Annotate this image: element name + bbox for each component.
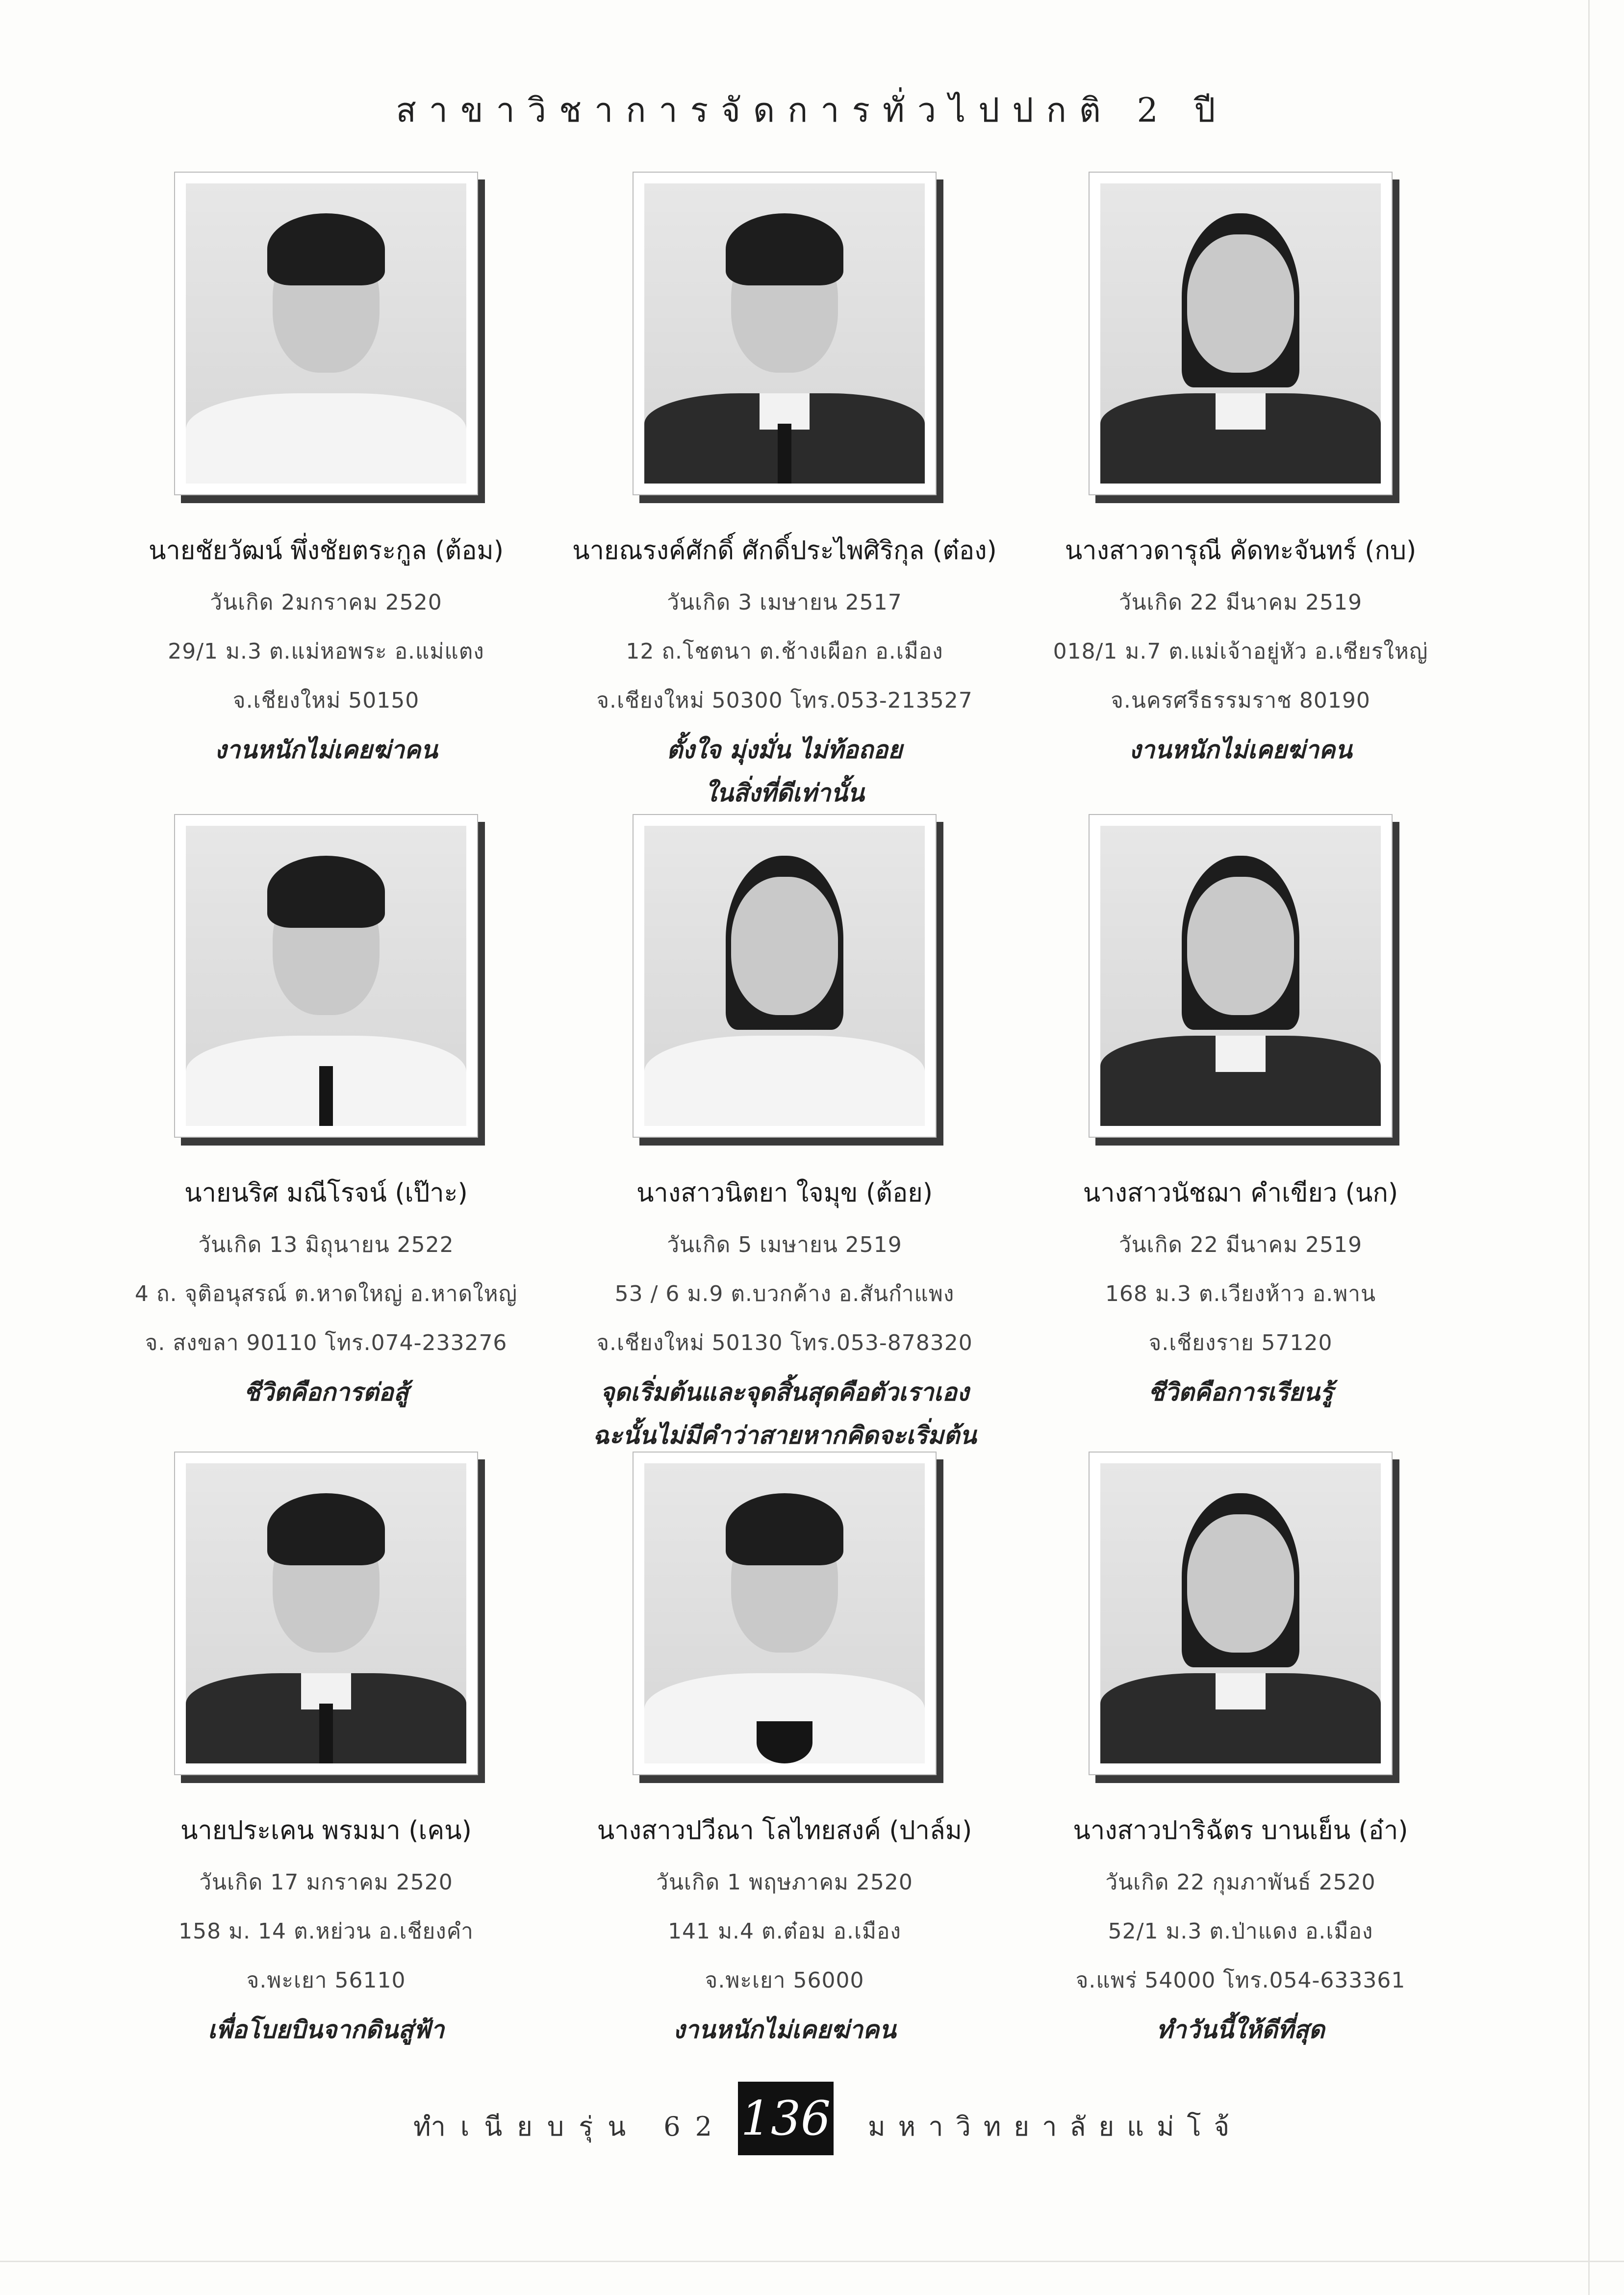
student-address: 53 / 6 ม.9 ต.บวกค้าง อ.สันกำแพง bbox=[614, 1281, 955, 1306]
student-province: จ.แพร่ 54000 โทร.054-633361 bbox=[1075, 1968, 1406, 1993]
student-province: จ.พะเยา 56000 bbox=[705, 1968, 864, 1993]
page-number: 136 bbox=[738, 2082, 834, 2155]
student-name: นายณรงค์ศักดิ์ ศักดิ์ประไพศิริกุล (ต๋อง) bbox=[572, 536, 997, 565]
student-card bbox=[539, 172, 1030, 815]
page-title: สาขาวิชาการจัดการทั่วไปปกติ 2 ปี bbox=[396, 91, 1228, 130]
student-name: นางสาวปาริฉัตร บานเย็น (อ๋า) bbox=[1073, 1816, 1408, 1845]
student-motto: ทำวันนี้ให้ดีที่สุด bbox=[1156, 2015, 1325, 2044]
student-name: นายนริศ มณีโรจน์ (เป๊าะ) bbox=[184, 1178, 468, 1208]
student-province: จ. สงขลา 90110 โทร.074-233276 bbox=[145, 1330, 508, 1355]
student-province: จ.นครศรีธรรมราช 80190 bbox=[1111, 688, 1370, 713]
student-photo bbox=[633, 172, 937, 495]
student-card bbox=[995, 814, 1486, 1414]
student-motto: จุดเริ่มต้นและจุดสิ้นสุดคือตัวเราเอง ฉะนั้นไม่มีคำว่าสายหากคิดจะเริ่มต้น bbox=[592, 1378, 977, 1450]
student-card bbox=[81, 814, 571, 1414]
student-card bbox=[81, 1452, 571, 2051]
student-birthdate: วันเกิด 3 เมษายน 2517 bbox=[667, 590, 902, 615]
page-edge-divider bbox=[1588, 0, 1590, 2295]
student-address: 29/1 ม.3 ต.แม่หอพระ อ.แม่แตง bbox=[168, 639, 484, 664]
student-motto: งานหนักไม่เคยฆ่าคน bbox=[1129, 736, 1352, 764]
student-birthdate: วันเกิด 5 เมษายน 2519 bbox=[667, 1232, 902, 1257]
student-photo bbox=[633, 814, 937, 1138]
student-card bbox=[81, 172, 571, 771]
student-birthdate: วันเกิด 22 กุมภาพันธ์ 2520 bbox=[1105, 1870, 1376, 1895]
student-name: นางสาวนิตยา ใจมุข (ต้อย) bbox=[636, 1178, 933, 1208]
student-address: 52/1 ม.3 ต.ป่าแดง อ.เมือง bbox=[1108, 1919, 1373, 1944]
student-address: 168 ม.3 ต.เวียงห้าว อ.พาน bbox=[1105, 1281, 1376, 1306]
student-card bbox=[995, 1452, 1486, 2051]
student-motto: งานหนักไม่เคยฆ่าคน bbox=[214, 736, 438, 764]
student-birthdate: วันเกิด 13 มิถุนายน 2522 bbox=[198, 1232, 454, 1257]
student-birthdate: วันเกิด 1 พฤษภาคม 2520 bbox=[656, 1870, 913, 1895]
page-bottom-divider bbox=[0, 2261, 1624, 2262]
student-address: 12 ถ.โชตนา ต.ช้างเผือก อ.เมือง bbox=[626, 639, 943, 664]
student-photo bbox=[633, 1452, 937, 1775]
student-address: 141 ม.4 ต.ต๋อม อ.เมือง bbox=[668, 1919, 901, 1944]
student-photo bbox=[1089, 1452, 1393, 1775]
student-province: จ.เชียงใหม่ 50300 โทร.053-213527 bbox=[596, 688, 973, 713]
student-name: นางสาวนัชฌา คำเขียว (นก) bbox=[1083, 1178, 1398, 1208]
student-name: นางสาวปวีณา โลไทยสงค์ (ปาล์ม) bbox=[597, 1816, 972, 1845]
student-name: นายชัยวัฒน์ พึ่งชัยตระกูล (ต้อม) bbox=[148, 536, 504, 565]
student-province: จ.เชียงใหม่ 50150 bbox=[232, 688, 420, 713]
student-name: นายประเคน พรมมา (เคน) bbox=[180, 1816, 472, 1845]
student-motto: ชีวิตคือการต่อสู้ bbox=[243, 1378, 409, 1406]
student-photo bbox=[174, 814, 478, 1138]
student-motto: เพื่อโบยบินจากดินสู่ฟ้า bbox=[207, 2015, 445, 2044]
student-motto: ตั้งใจ มุ่งมั่น ไม่ท้อถอย ในสิ่งที่ดีเท่านั้น bbox=[666, 736, 903, 807]
student-card bbox=[539, 1452, 1030, 2051]
student-address: 018/1 ม.7 ต.แม่เจ้าอยู่หัว อ.เชียรใหญ่ bbox=[1053, 639, 1428, 664]
student-province: จ.เชียงใหม่ 50130 โทร.053-878320 bbox=[596, 1330, 973, 1355]
student-photo bbox=[174, 1452, 478, 1775]
student-birthdate: วันเกิด 22 มีนาคม 2519 bbox=[1118, 590, 1363, 615]
student-photo bbox=[174, 172, 478, 495]
student-motto: งานหนักไม่เคยฆ่าคน bbox=[673, 2015, 896, 2044]
student-birthdate: วันเกิด 2มกราคม 2520 bbox=[210, 590, 442, 615]
student-province: จ.พะเยา 56110 bbox=[246, 1968, 406, 1993]
student-name: นางสาวดารุณี คัดทะจันทร์ (กบ) bbox=[1065, 536, 1417, 565]
page-footer bbox=[0, 2082, 1624, 2155]
footer-university-name: มหาวิทยาลัยแม่โจ้ bbox=[868, 2111, 1243, 2142]
student-birthdate: วันเกิด 22 มีนาคม 2519 bbox=[1118, 1232, 1363, 1257]
student-motto: ชีวิตคือการเรียนรู้ bbox=[1148, 1378, 1333, 1406]
student-card bbox=[995, 172, 1486, 771]
footer-yearbook-title: ทำเนียบรุ่น 62 bbox=[413, 2111, 727, 2142]
student-province: จ.เชียงราย 57120 bbox=[1148, 1330, 1333, 1355]
student-address: 158 ม. 14 ต.หย่วน อ.เชียงคำ bbox=[178, 1919, 474, 1944]
student-photo bbox=[1089, 814, 1393, 1138]
student-birthdate: วันเกิด 17 มกราคม 2520 bbox=[199, 1870, 453, 1895]
student-card bbox=[539, 814, 1030, 1457]
student-photo bbox=[1089, 172, 1393, 495]
student-address: 4 ถ. จุติอนุสรณ์ ต.หาดใหญ่ อ.หาดใหญ่ bbox=[134, 1281, 518, 1306]
